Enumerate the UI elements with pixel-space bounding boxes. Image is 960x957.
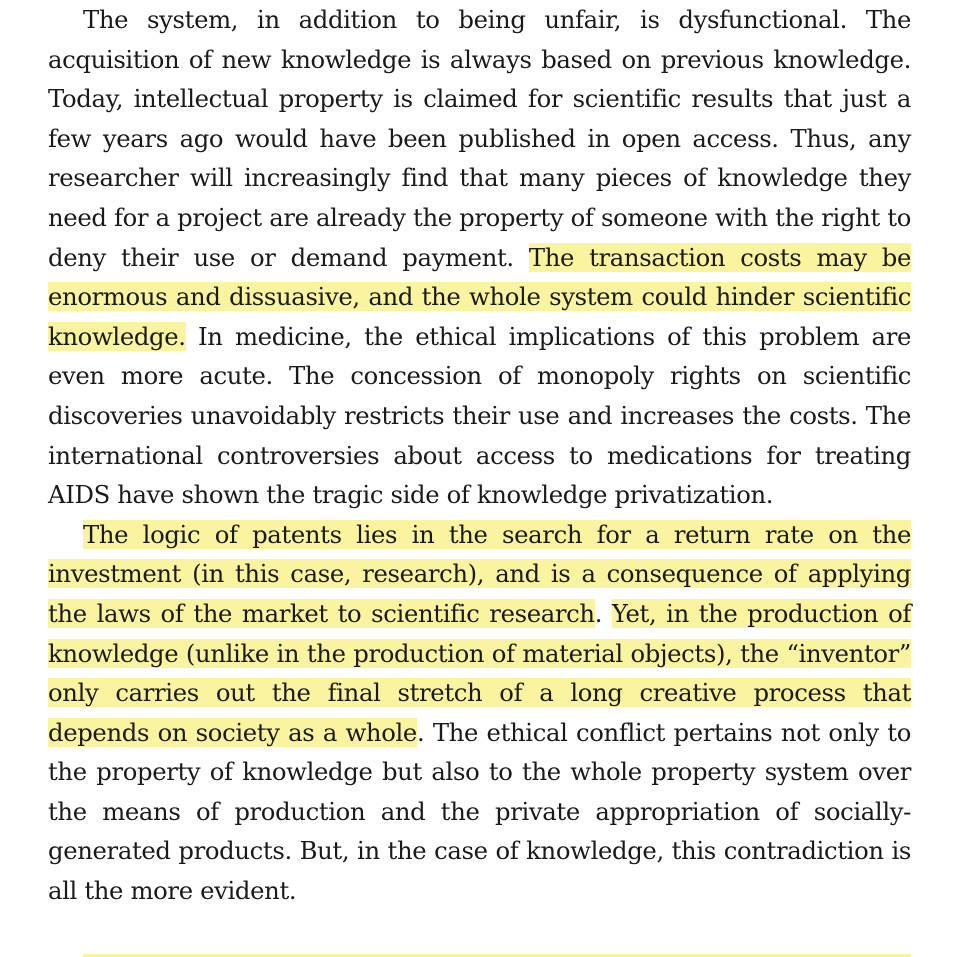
paragraph-text: The system, in addition to being unfair, is dysfunctional. The acquisition of new knowledge is always based on previous knowledge. Today, intellectual property is claimed for scientific results that just a few years ago would have been published in open access. Thus, any researcher will increasingly find that many pieces of knowledge they need for a project are already the property of someone with the right to deny their use or demand payment.	[48, 5, 911, 272]
paragraph	[48, 0, 911, 515]
paragraph-text: In medicine, the ethical implications of this problem are even more acute. The concession of monopoly rights on scientific discoveries unavoidably restricts their use and increases the costs. The international controversies about access to medications for treating AIDS have shown the tragic side of knowledge privatization.	[48, 321, 911, 510]
highlighted-text[interactable]: Yet, in the production of knowledge (unlike in the production of material objects), the “inventor” only carries out the final stretch of a long creative process that depends on society as a whole	[48, 598, 911, 747]
document-body	[48, 0, 911, 911]
paragraph-text: . The ethical conflict pertains not only to the property of knowledge but also to the whole property system over the means of production and the private appropriation of socially-generated products. But, in the case of knowledge, this contradiction is all the more evident.	[48, 717, 911, 906]
paragraph	[48, 515, 911, 911]
highlighted-text[interactable]: The transaction costs may be enormous and dissuasive, and the whole system could hinder scientific knowledge.	[48, 242, 911, 351]
highlighted-text[interactable]: The logic of patents lies in the search for a return rate on the investment (in this case, research), and is a consequence of applying the laws of the market to scientific research	[48, 519, 911, 628]
paragraph-text: .	[594, 598, 612, 628]
